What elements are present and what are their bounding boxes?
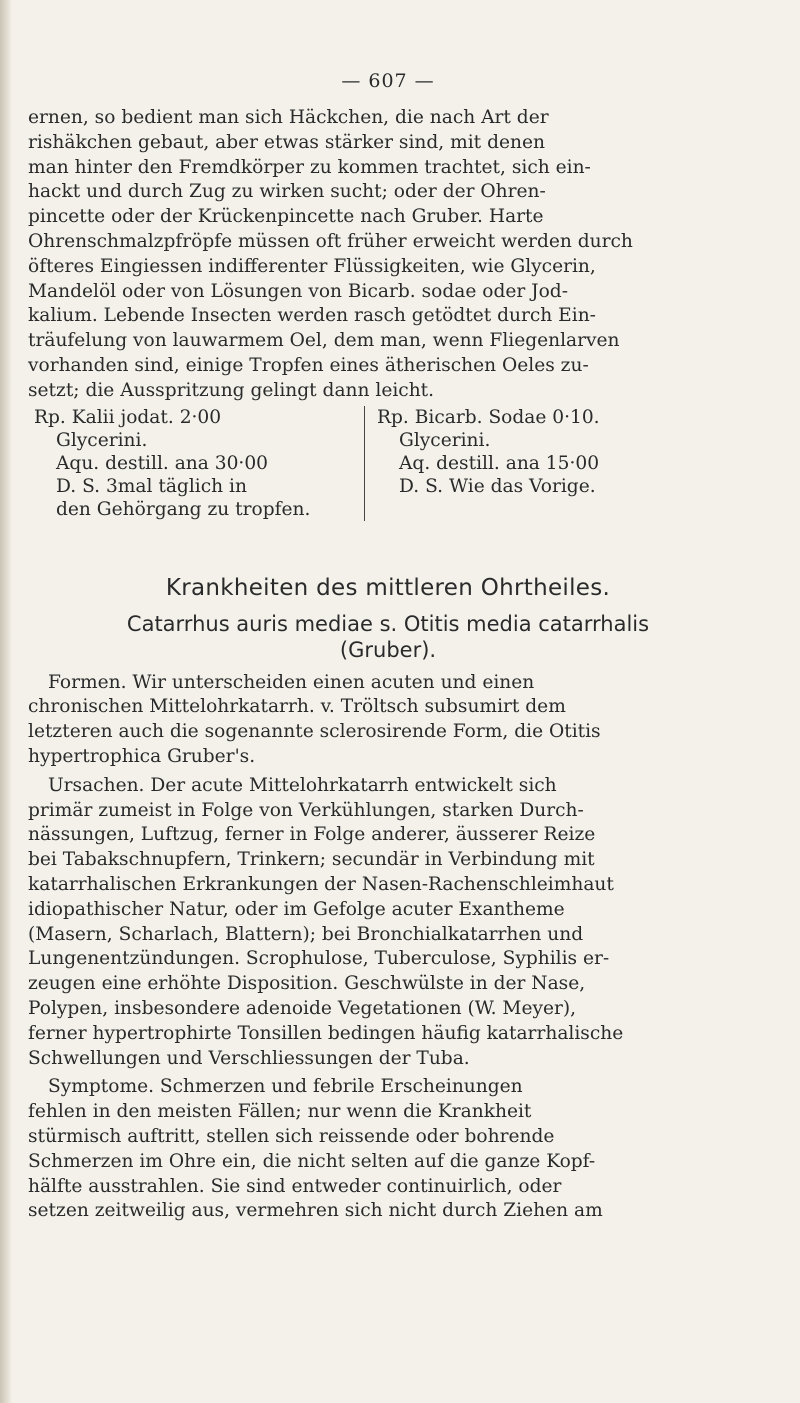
subheading-author: (Gruber). — [339, 637, 437, 662]
recipe-line: D. S. Wie das Vorige. — [399, 475, 596, 497]
recipe-line: Glycerini. — [399, 429, 491, 451]
recipe-line: Rp. Kalii jodat. 2·00 — [34, 406, 222, 428]
recipe-line: D. S. 3mal täglich in — [56, 475, 247, 497]
page-number: — 607 — — [341, 70, 435, 92]
text-line: öfteres Eingiessen indifferenter Flüssigkeiten, wie Glycerin, — [28, 255, 596, 277]
recipe-right — [377, 406, 707, 521]
page-edge-shadow — [0, 0, 12, 1403]
text-line: katarrhalischen Erkrankungen der Nasen-Rachenschleimhaut — [28, 873, 614, 895]
text-line: kalium. Lebende Insecten werden rasch getödtet durch Ein- — [28, 305, 596, 327]
text-line: hälfte ausstrahlen. Sie sind entweder continuirlich, oder — [28, 1175, 562, 1197]
text-line: Ursachen. Der acute Mittelohrkatarrh entwickelt sich — [48, 774, 557, 796]
text-line: setzt; die Ausspritzung gelingt dann leicht. — [28, 379, 435, 401]
text-line: hypertrophica Gruber's. — [28, 745, 256, 767]
section-heading: Krankheiten des mittleren Ohrtheiles. — [165, 574, 611, 601]
text-line: zeugen eine erhöhte Disposition. Geschwülste in der Nase, — [28, 973, 586, 995]
text-line: Schwellungen und Verschliessungen der Tuba. — [28, 1047, 470, 1069]
recipe-line: Glycerini. — [56, 429, 148, 451]
recipe-line: Aq. destill. ana 15·00 — [399, 452, 600, 474]
recipe-left — [28, 406, 365, 521]
text-line: Symptome. Schmerzen und febrile Erscheinungen — [48, 1076, 523, 1098]
recipe-line: Aqu. destill. ana 30·00 — [56, 452, 268, 474]
text-line: ernen, so bedient man sich Häckchen, die nach Art der — [28, 107, 549, 128]
symptome-paragraph — [28, 1075, 748, 1224]
text-line: hackt und durch Zug zu wirken sucht; oder der Ohren- — [28, 181, 546, 203]
text-line: (Masern, Scharlach, Blattern); bei Bronchialkatarrhen und — [28, 923, 584, 945]
text-line: bei Tabakschnupfern, Trinkern; secundär in Verbindung mit — [28, 849, 595, 871]
formen-paragraph — [28, 671, 748, 770]
recipes — [28, 406, 748, 521]
recipe-line: den Gehörgang zu tropfen. — [56, 498, 311, 520]
ursachen-paragraph — [28, 774, 748, 1072]
text-line: Ohrenschmalzpfröpfe müssen oft früher erweicht werden durch — [28, 230, 633, 252]
text-line: Polypen, insbesondere adenoide Vegetationen (W. Meyer), — [28, 997, 577, 1019]
recipe-line: Rp. Bicarb. Sodae 0·10. — [377, 406, 600, 428]
text-line: setzen zeitweilig aus, vermehren sich nicht durch Ziehen am — [28, 1200, 603, 1222]
text-line: Schmerzen im Ohre ein, die nicht selten auf die ganze Kopf- — [28, 1150, 596, 1172]
text-line: Formen. Wir unterscheiden einen acuten und einen — [48, 671, 535, 693]
book-page — [28, 0, 748, 1224]
text-line: Mandelöl oder von Lösungen von Bicarb. sodae oder Jod- — [28, 280, 568, 302]
text-line: primär zumeist in Folge von Verkühlungen, starken Durch- — [28, 799, 584, 821]
text-line: chronischen Mittelohrkatarrh. v. Tröltsch subsumirt dem — [28, 696, 566, 718]
subheading: Catarrhus auris mediae s. Otitis media catarrhalis — [126, 611, 650, 636]
text-line: man hinter den Fremdkörper zu kommen trachtet, sich ein- — [28, 156, 591, 178]
text-line: vorhanden sind, einige Tropfen eines ätherischen Oeles zu- — [28, 354, 589, 376]
text-line: rishäkchen gebaut, aber etwas stärker sind, mit denen — [28, 131, 545, 153]
text-line: fehlen in den meisten Fällen; nur wenn die Krankheit — [28, 1101, 532, 1123]
text-line: ferner hypertrophirte Tonsillen bedingen häufig katarrhalische — [28, 1022, 624, 1044]
text-line: Lungenentzündungen. Scrophulose, Tuberculose, Syphilis er- — [28, 948, 610, 970]
text-line: pincette oder der Krückenpincette nach Gruber. Harte — [28, 206, 544, 228]
text-line: nässungen, Luftzug, ferner in Folge anderer, äusserer Reize — [28, 824, 596, 846]
intro-paragraph — [28, 106, 748, 404]
text-line: letzteren auch die sogenannte sclerosirende Form, die Otitis — [28, 721, 601, 743]
text-line: träufelung von lauwarmem Oel, dem man, wenn Fliegenlarven — [28, 330, 620, 352]
text-line: stürmisch auftritt, stellen sich reissende oder bohrende — [28, 1125, 555, 1147]
text-line: idiopathischer Natur, oder im Gefolge acuter Exantheme — [28, 898, 565, 920]
